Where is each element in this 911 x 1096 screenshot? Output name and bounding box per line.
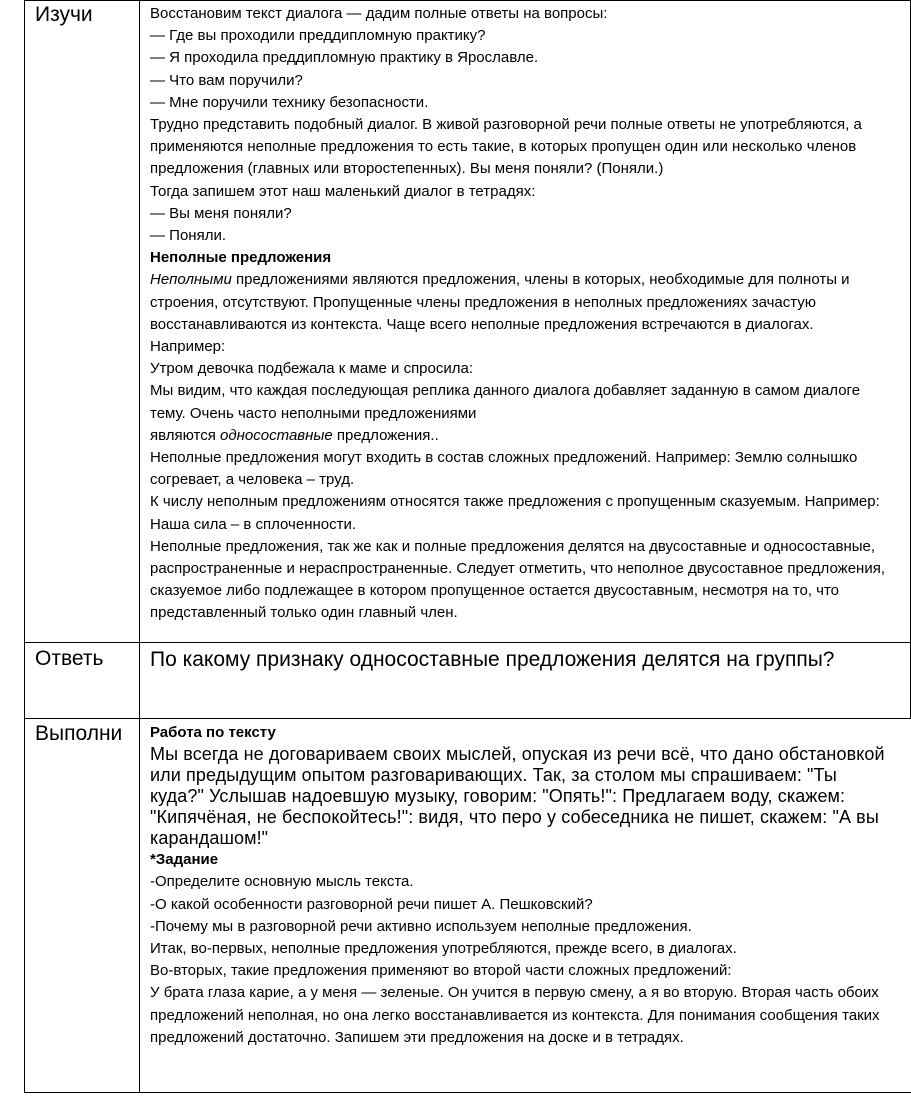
study-line: — Поняли. bbox=[150, 227, 226, 245]
section-heading-text-work: Работа по тексту bbox=[150, 724, 276, 741]
lesson-table bbox=[24, 0, 911, 1092]
task-line: Во-вторых, такие предложения применяют во второй части сложных предложений: bbox=[150, 962, 732, 980]
task-line: -Почему мы в разговорной речи активно используем неполные предложения. bbox=[150, 917, 692, 935]
do-content bbox=[150, 722, 890, 1049]
answer-content bbox=[150, 645, 890, 674]
text-fragment: предложения.. bbox=[332, 426, 439, 444]
row-study bbox=[24, 0, 911, 643]
study-line: — Мне поручили технику безопасности. bbox=[150, 93, 429, 111]
study-line: — Я проходила преддипломную практику в Ярославле. bbox=[150, 49, 539, 67]
study-line: Неполные предложения могут входить в состав сложных предложений. Например: Землю солнышко согревает, а человека – труд. bbox=[150, 449, 858, 489]
study-line: Трудно представить подобный диалог. В живой разговорной речи полные ответы не употребляются, а применяются неполные предложения то есть такие, в которых пропущен один или несколько членов предложения (главных или второстепенных). Вы меня поняли? (Поняли.) bbox=[150, 116, 862, 178]
row-answer bbox=[24, 642, 911, 719]
study-line: — Где вы проходили преддипломную практику? bbox=[150, 27, 486, 45]
task-line: -Определите основную мысль текста. bbox=[150, 873, 414, 891]
text-fragment: являются bbox=[150, 426, 221, 444]
task-line: -О какой особенности разговорной речи пишет А. Пешковский? bbox=[150, 895, 593, 913]
study-line: Восстановим текст диалога — дадим полные ответы на вопросы: bbox=[150, 5, 608, 22]
task-line: У брата глаза карие, а у меня — зеленые. Он учится в первую смену, а я во вторую. Вторая часть обоих предложений неполная, но она легко восстанавливается из контекста. Для понимания сообщения таких предложений достаточно. Запишем эти предложения на доске и в тетрадях. bbox=[150, 984, 880, 1046]
task-line: Итак, во-первых, неполные предложения употребляются, прежде всего, в диалогах. bbox=[150, 940, 737, 958]
study-line: Утром девочка подбежала к маме и спросила: bbox=[150, 360, 474, 378]
definition-term: Неполными bbox=[150, 271, 232, 289]
study-line: Неполные предложения, так же как и полные предложения делятся на двусоставные и односоставные, распространенные и нераспространенные. Следует отметить, что неполное двусоставное предложения, сказуемое либо подлежащее в котором пропущенное остается двусоставным, несмотря на то, что представленный только один главный член. bbox=[150, 537, 885, 622]
study-line: — Вы меня поняли? bbox=[150, 204, 292, 222]
definition-text: предложениями являются предложения, члены в которых, необходимые для полноты и строения, отсутствуют. Пропущенные члены предложения в неполных предложениях зачастую восстанавливаются из контекста. Чаще всего неполные предложения встречаются в диалогах. Например: bbox=[150, 271, 850, 356]
passage-text: Мы всегда не договариваем своих мыслей, опуская из речи всё, что дано обстановкой или предыдущим опытом разговаривающих. Так, за столом мы спрашиваем: "Ты куда?" Услышав надоевшую музыку, говорим: "Опять!": Предлагаем воду, скажем: "Кипячёная, не беспокойтесь!": видя, что перо у собеседника не пишет, скажем: "А вы карандашом!" bbox=[150, 744, 885, 849]
term-one-member: односоставные bbox=[220, 426, 333, 444]
row-label-study: Изучи bbox=[35, 3, 93, 26]
study-line: — Что вам поручили? bbox=[150, 71, 303, 89]
task-heading: *Задание bbox=[150, 851, 219, 869]
definition-paragraph bbox=[150, 269, 890, 358]
row-label-do: Выполни bbox=[35, 722, 123, 745]
section-heading-incomplete-sentences: Неполные предложения bbox=[150, 249, 332, 267]
study-content bbox=[150, 3, 890, 625]
study-line-one-member bbox=[150, 425, 890, 447]
question-text: По какому признаку односоставные предложения делятся на группы? bbox=[150, 648, 835, 671]
row-label-answer: Ответь bbox=[35, 647, 104, 670]
study-line: Мы видим, что каждая последующая реплика данного диалога добавляет заданную в самом диалоге тему. Очень часто неполными предложениями bbox=[150, 382, 861, 422]
row-do bbox=[24, 718, 911, 1093]
study-line: Тогда запишем этот наш маленький диалог в тетрадях: bbox=[150, 182, 536, 200]
study-line: К числу неполным предложениям относятся также предложения с пропущенным сказуемым. Например: Наша сила – в сплоченности. bbox=[150, 493, 880, 533]
